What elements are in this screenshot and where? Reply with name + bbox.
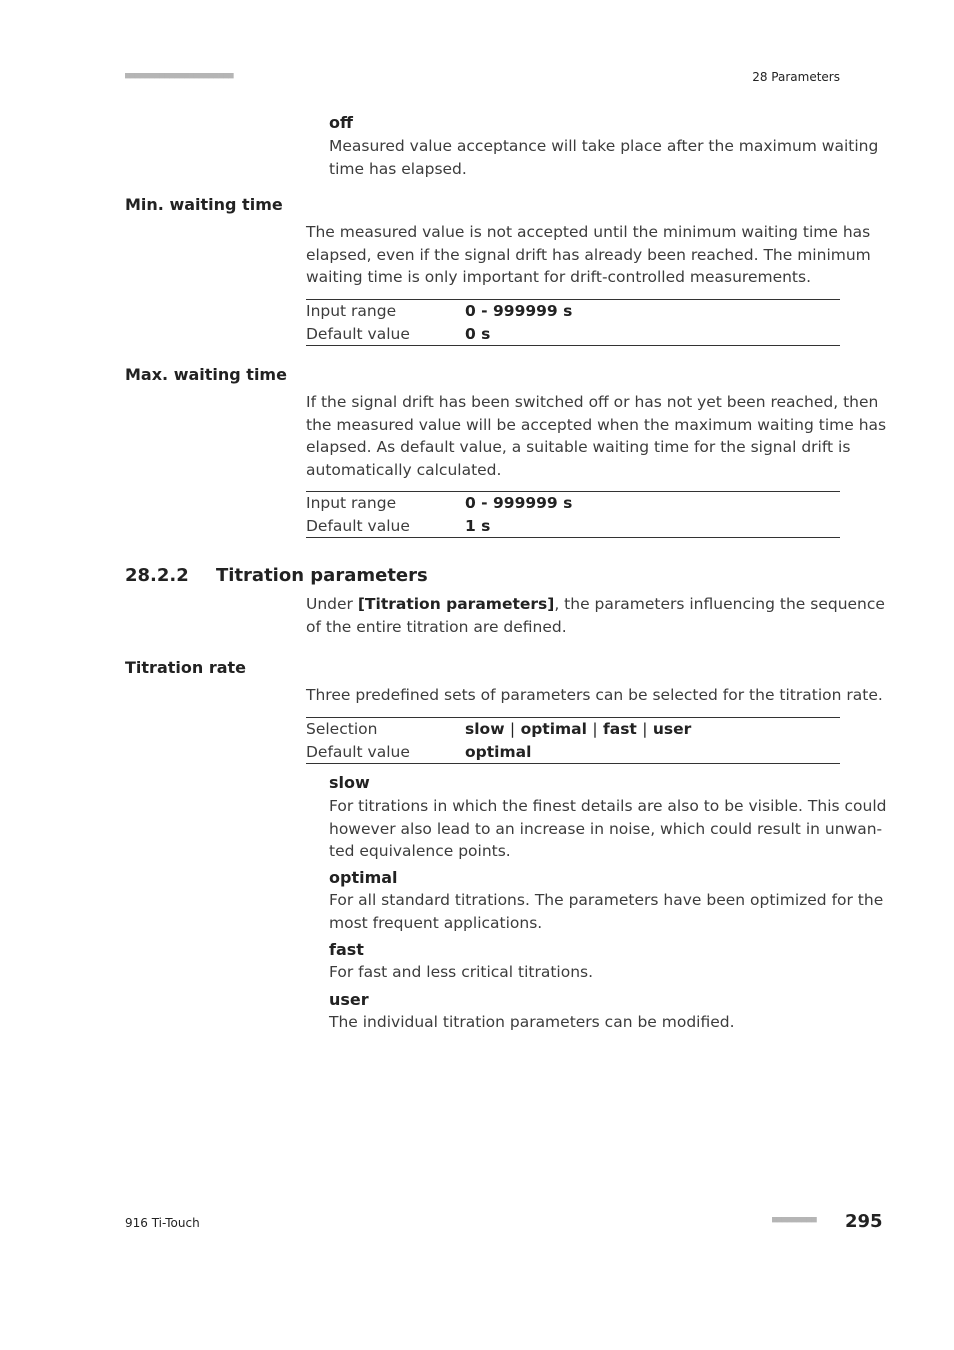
max-waiting-time-heading: Max. waiting time bbox=[125, 365, 287, 384]
text-line: time has elapsed. bbox=[329, 159, 467, 178]
selection-value: user bbox=[652, 720, 692, 739]
section-number: 28.2.2 bbox=[125, 565, 189, 586]
text-line: ted equivalence points. bbox=[329, 842, 511, 860]
text-line: of the entire titration are defined. bbox=[306, 617, 567, 636]
intro-bold-term: [Titration parameters] bbox=[357, 595, 555, 613]
option-fast-description bbox=[329, 961, 593, 984]
titration-rate-table bbox=[306, 717, 840, 764]
option-slow-term: slow bbox=[329, 773, 370, 792]
header-chapter-title: 28 Parameters bbox=[752, 70, 840, 84]
text-line: The individual titration parameters can be modified. bbox=[329, 1013, 735, 1031]
page-number: 295 bbox=[845, 1211, 883, 1232]
param-value: 0 - 999999 s bbox=[465, 302, 573, 321]
footer-product-name: 916 Ti-Touch bbox=[125, 1216, 200, 1230]
text-line: For titrations in which the finest details are also to be visible. This could bbox=[329, 797, 887, 815]
min-waiting-time-heading: Min. waiting time bbox=[125, 195, 283, 214]
text-line: elapsed, even if the signal drift has already been reached. The minimum bbox=[306, 245, 871, 264]
section-intro bbox=[306, 593, 885, 638]
text-line: waiting time is only important for drift-controlled measurements. bbox=[306, 268, 812, 286]
param-value: 0 s bbox=[465, 324, 491, 343]
option-fast-term: fast bbox=[329, 940, 364, 959]
titration-rate-description: Three predefined sets of parameters can be selected for the titration rate. bbox=[306, 686, 883, 704]
separator: | bbox=[642, 720, 648, 739]
table-row bbox=[306, 300, 840, 323]
text-line: automatically calculated. bbox=[306, 460, 502, 479]
section-title: Titration parameters bbox=[216, 565, 428, 586]
option-off-term: off bbox=[329, 113, 353, 132]
text-line: For all standard titrations. The parameters have been optimized for the bbox=[329, 891, 884, 909]
text-line: the measured value will be accepted when the maximum waiting time has bbox=[306, 415, 887, 434]
param-label: Default value bbox=[306, 516, 410, 535]
param-value: 0 - 999999 s bbox=[465, 494, 573, 513]
max-waiting-time-description bbox=[306, 391, 886, 481]
selection-value: slow bbox=[465, 720, 505, 739]
param-label: Selection bbox=[306, 720, 378, 739]
table-row bbox=[306, 515, 840, 538]
text-line bbox=[306, 593, 885, 616]
param-label: Input range bbox=[306, 302, 397, 321]
text-line: most frequent applications. bbox=[329, 913, 543, 932]
param-label: Default value bbox=[306, 742, 410, 761]
table-row bbox=[306, 492, 840, 515]
min-waiting-time-description bbox=[306, 221, 871, 289]
selection-value: fast bbox=[603, 720, 637, 739]
option-user-term: user bbox=[329, 990, 369, 1009]
option-off-description bbox=[329, 135, 878, 180]
option-optimal-description bbox=[329, 889, 883, 934]
table-row bbox=[306, 741, 840, 764]
param-value bbox=[465, 720, 691, 738]
table-row bbox=[306, 718, 840, 741]
footer-decoration: ■■■■■■■■■ bbox=[772, 1215, 817, 1225]
table-row bbox=[306, 323, 840, 346]
separator: | bbox=[509, 720, 516, 739]
param-value: 1 s bbox=[465, 516, 491, 535]
param-label: Default value bbox=[306, 324, 410, 343]
param-value: optimal bbox=[465, 742, 532, 761]
intro-text: Under bbox=[306, 595, 358, 613]
header-decoration: ■■■■■■■■■■■■■■■■■■■■■■ bbox=[125, 71, 234, 81]
option-slow-description bbox=[329, 795, 887, 863]
text-line: however also lead to an increase in noise, which could result in unwan- bbox=[329, 819, 883, 838]
text-line: The measured value is not accepted until the minimum waiting time has bbox=[306, 223, 871, 241]
text-line: For fast and less critical titrations. bbox=[329, 963, 594, 981]
text-line: If the signal drift has been switched off or has not yet been reached, then bbox=[306, 393, 879, 411]
text-line: elapsed. As default value, a suitable waiting time for the signal drift is bbox=[306, 438, 851, 456]
selection-value: optimal bbox=[520, 720, 587, 739]
option-user-description bbox=[329, 1011, 735, 1034]
separator: | bbox=[592, 720, 598, 739]
text-line: Measured value acceptance will take place after the maximum waiting bbox=[329, 137, 879, 155]
param-label: Input range bbox=[306, 494, 397, 513]
min-waiting-time-table bbox=[306, 299, 840, 346]
option-optimal-term: optimal bbox=[329, 868, 398, 887]
titration-rate-heading: Titration rate bbox=[125, 658, 247, 677]
intro-text: , the parameters influencing the sequence bbox=[554, 595, 885, 613]
max-waiting-time-table bbox=[306, 491, 840, 538]
